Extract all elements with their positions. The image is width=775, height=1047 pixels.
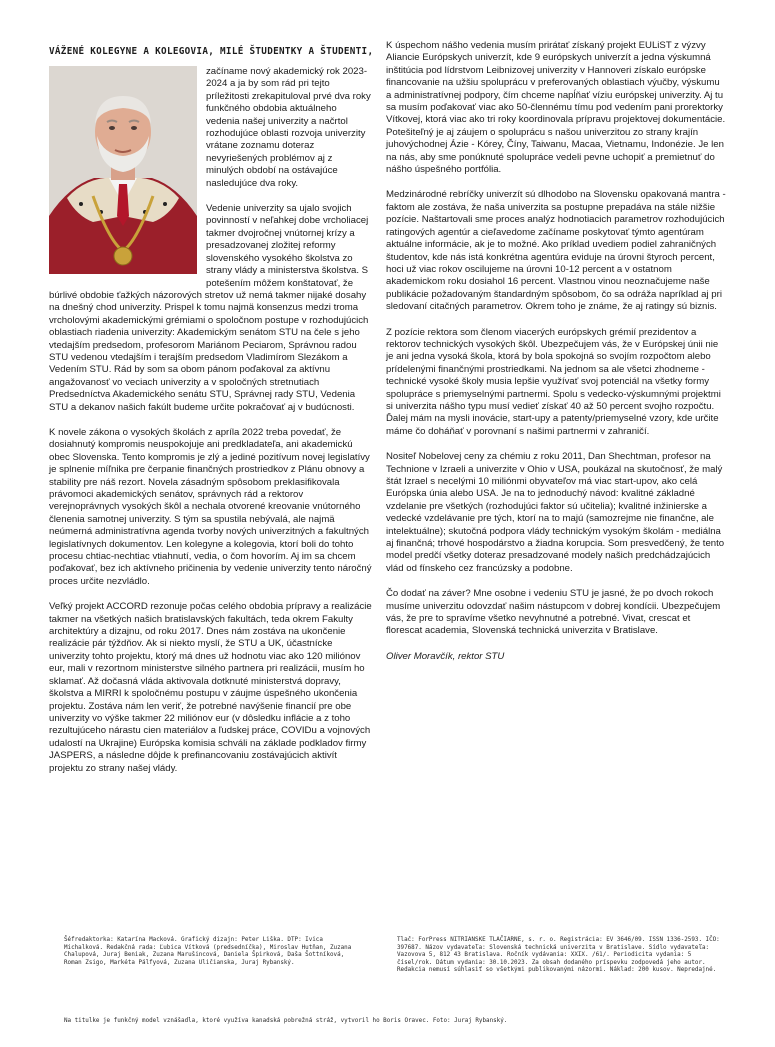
left-column [49,40,372,788]
right-paragraph-4: Nositeľ Nobelovej ceny za chémiu z roku 2011, Dan Shechtman, profesor na Technione v Izraeli a univerzite v Ohio v USA, poukázal na skutočnosť, že malý štát Izrael s necelými 10 miliónmi obyvateľov má viac start-upov, ako celá Európska únia alebo USA. Je na to jednoduchý návod: kvalitné základné vzdelanie pre všetkých (rozhodujúci faktor sú učitelia); kvalitné inžinierske a vedecké vzdelávanie pre tých, ktorí na to majú (samozrejme nie finančne, ale intelektuálne); skutočná podpora vlády technickým vysokým školám - mediálna aj finančná; trhové hospodárstvo a žiadna korupcia. Som presvedčený, že tento model predčí všetky doteraz presadzované modely našich predchádzajúcich vlád od fínskeho cez francúzsky a podobne. [386,451,725,574]
signature: Oliver Moravčík, rektor STU [386,650,505,662]
letter-heading: VÁŽENÉ KOLEGYNE A KOLEGOVIA, MILÉ ŠTUDENTKY A ŠTUDENTI, [49,46,374,57]
rector-portrait [49,66,197,274]
editorial-credits: Šéfredaktorka: Katarína Macková. Grafický dizajn: Peter Liška. DTP: Ivica Michalková. Redakčná rada: Ľubica Vítková (predsedníčka), Miroslav Hutňan, Zuzana Chalupová, Juraj Beniak, Zuzana Marušincová, Daniela Špirková, Daša Šottníková, Roman Zsigo, Markéta Pálfyová, Zuzana Uličianska, Juraj Rybanský. [64,937,352,966]
intro-paragraph: začíname nový akademický rok 2023-2024 a ja by som rád pri tejto príležitosti zrekapituloval prvé dva roky funkčného obdobia aktuálneho vedenia našej univerzity a načrtol rozhodujúce oblasti rozvoja univerzity vrátane zoznamu doteraz nevyriešených problémov aj z minulých období na ostávajúce nasledujúce dva roky. [206,66,371,189]
right-paragraph-1: K úspechom nášho vedenia musím prirátať získaný projekt EULiST z výzvy Aliancie Európskych univerzít, kde 9 európskych univerzít a jedna výskumná inštitúcia pod lídrstvom Leibnizovej univerzity v Hannoveri získalo európske financovanie na užšiu spoluprácu v preferovaných oblastiach výučby, výskumu a administratívnej podpory, čím chceme napĺňať víziu európskej univerzity. Aj tu sa musím poďakovať viac ako 50-člennému tímu pod vedením pani prorektorky Vítkovej, ktorá viac ako tri roky koordinovala prípravu projektovej dokumentácie. Potešiteľný je aj záujem o spoluprácu s našou univerzitou zo strany krajín juhovýchodnej Ázie - Kórey, Číny, Taiwanu, Macaa, Vietnamu, Indonézie. Je len na nás, aby sme ponúknuté spolupráce vedeli pevne uchopiť a premietnuť do nášho úspešného portfólia. [386,40,726,176]
publication-info: Tlač: ForPress NITRIANSKE TLAČIARNE, s. r. o. Registrácia: EV 3646/09. ISSN 1336-2593. IČO: 397687. Názov vydavateľa: Slovenská technická univerzita v Bratislave. Sídlo vydavateľa: Vazovova 5, 812 43 Bratislava. Ročník vydávania: XXIX. /61/. Periodicita vydania: 5 čísel/rok. Dátum vydania: 30.10.2023. Za obsah dodaného príspevku zodpovedá jeho autor. Redakcia nemusí súhlasiť so všetkými publikovanými názormi. Náklad: 200 kusov. Nepredajné. [397,937,720,974]
right-paragraph-5: Čo dodať na záver? Mne osobne i vedeniu STU je jasné, že po dvoch rokoch musíme univerzitu odovzdať našim nástupcom v dobrej kondícii. Ubezpečujem vás, že pre to spravíme všetko nevyhnutné a potrebné. Vivat, crescat et florescat academia, Slovenská technická univerzita v Bratislave. [386,588,721,637]
left-paragraph-3: K novele zákona o vysokých školách z apríla 2022 treba povedať, že dosiahnutý kompromis neuspokojuje ani predkladateľa, ani akademickú obec Slovenska. Tento kompromis je zlý a jediné pozitívum novej legislatívy je splnenie míľnika pre čerpanie finančných prostriedkov z Plánu obnovy a stability pre náš rezort. Novela zásadným spôsobom preklasifikovala právomoci akademických senátov, správnych rád a rektorov verejnoprávnych vysokých škôl a nechala otvorené kreovanie vnútorného členenia samotnej univerzity. S tým sa spustila nebývalá, ale najmä neúmerná administratívna agenda tvorby nových univerzitných a fakultných legislatívnych dokumentov. Len kolegyne a kolegovia, ktorí boli do tohto procesu chtiac-nechtiac vtiahnutí, vedia, o čom hovorím. Aj im sa chcem poďakovať, bez ich aktívneho pričinenia by vedenie univerzity tento náročný proces určite nezvládlo. [49,426,372,587]
right-paragraph-3: Z pozície rektora som členom viacerých európskych grémií prezidentov a rektorov technických vysokých škôl. Ubezpečujem vás, že v Európskej únii nie je ani jedna vysoká škola, ktorá by bola spokojná so svojím rozpočtom alebo prídelenými finančnými prostriedkami. Na jednom sa ale všetci zhodneme - technické vysoké školy musia lepšie využívať svoj potenciál na všetky formy spolupráce s priemyselnými partnermi. Spolu s vedecko-výskumnými projektmi si univerzita nášho typu musí vedieť získať 40 až 50 percent svojho rozpočtu. Ďalej mám na mysli inovácie, start-upy a patenty/priemyselné vzory, kde určite máme čo doháňať v porovnaní s našimi partnermi v zahraničí. [386,326,721,437]
cover-caption: Na titulke je funkčný model vznášadla, ktoré využíva kanadská pobrežná stráž, vytvoril ho Boris Oravec. Foto: Juraj Rybanský. [64,1018,508,1024]
left-paragraph-4: Veľký projekt ACCORD rezonuje počas celého obdobia prípravy a realizácie takmer na všetkých našich bratislavských fakultách, teda okrem Fakulty architektúry a dizajnu, od roku 2017. Dnes nám zostáva na ukončenie realizácie pár týždňov. Ak si niekto myslí, že STU a UK, účastnícke univerzity tohto projektu, ktorý má dnes už hodnotu viac ako 120 miliónov eur, mali v rezortnom ministerstve silného partnera pri realizácii, musím ho sklamať. Až dočasná vláda aktivovala dotknuté ministerstvá dopravy, školstva a MIRRI k spoločnému postupu v záujme úspešného ukončenia projektu. Zostáva nám len veriť, že potrebné navýšenie financií pre obe univerzity vo výške takmer 22 miliónov eur (v dôsledku inflácie a z toho rezultujúceho nárastu cien materiálov a ľudskej práce, COVIDu a vojnových udalostí na Ukrajine) Európska komisia schváli na základe podkladov firmy JASPERS, a následne dôjde k prefinancovaniu zostávajúcich aktivít projektu zo strany našej vlády. [49,601,372,774]
portrait-illustration [49,66,197,274]
right-paragraph-2: Medzinárodné rebríčky univerzít sú dlhodobo na Slovensku opakovaná mantra - faktom ale zostáva, že naša univerzita sa postupne prepadáva na stále nižšie pozície. Naštartovali sme proces analýz hodnotiacich parametrov rozhodujúcich ratingových agentúr a cieľavedome začíname poskytovať týmto agentúram aktuálne informácie, ak je to možné. Ako príklad uvediem podiel zahraničných študentov, kde nás istá konkrétna agentúra eviduje na úrovni štyroch percent, hoci už viac rokov oscilujeme na úrovni 10-12 percent a v ostatnom akademickom roku dosiahol 16 percent. Vlastnou vinou neoznačujeme naše publikácie požadovaným štandardným spôsobom, čo sa odráža napríklad aj pri sledovaní citačných parametrov. Okrem toho je známe, že aj ratingy sú biznis. [386,189,726,313]
left-paragraph-2: Vedenie univerzity sa ujalo svojich povinností v neľahkej dobe vrcholiacej takmer dvojročnej vnútornej krízy a presadzovanej zložitej reformy slovenského vysokého školstva zo strany vlády a ministerstva školstva. S potešením môžem konštatovať, že búrlivé obdobie ťažkých názorových stretov už nemá takmer nijaké dosahy na dnešný chod univerzity. Prispel k tomu najmä konsenzus medzi troma vrcholovými akademickými grémiami o spoločnom postupe v rozhodujúcich oblastiach riadenia univerzity: Akademickým senátom STU na čele s jeho vtedajším predsedom, profesorom Mariánom Peciarom, Správnou radou STU vedenou vtedajším i terajším predsedom Vladimírom Slezákom a Vedením STU. Rád by som sa obom pánom poďakoval za aktívnu angažovanosť vo veciach univerzity a v spoločných stretnutiach Predsedníctva Akademického senátu STU, Správnej rady STU, Vedenia STU a dekanov našich fakúlt budeme určite pokračovať aj v budúcnosti. [49,203,369,413]
right-column [386,40,726,676]
